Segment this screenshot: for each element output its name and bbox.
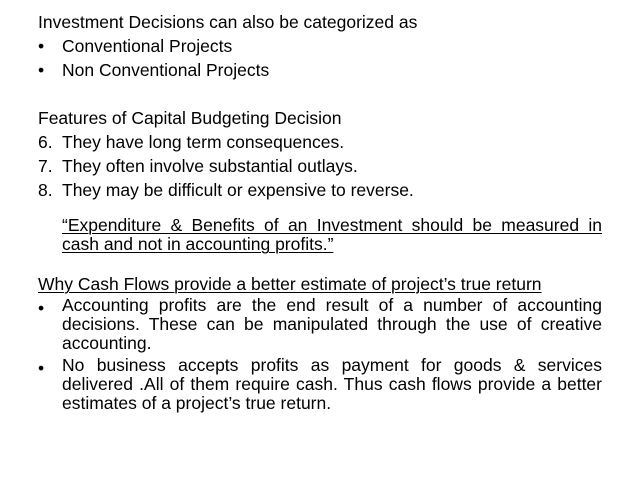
item-text: They often involve substantial outlays. bbox=[62, 156, 358, 176]
bullet-text: Conventional Projects bbox=[62, 36, 233, 56]
item-number: 8. bbox=[38, 180, 53, 200]
item-number: 7. bbox=[38, 156, 53, 176]
quote-block bbox=[38, 216, 602, 254]
bullet-item-non-conventional bbox=[38, 58, 602, 82]
spacer bbox=[38, 82, 602, 106]
section-heading-features: Features of Capital Budgeting Decision bbox=[38, 108, 342, 128]
bullet-marker: • bbox=[38, 298, 45, 318]
bullet-marker: • bbox=[38, 36, 45, 56]
quote-text: “Expenditure & Benefits of an Investment should be measured in cash and not in accounting profits.” bbox=[62, 215, 602, 254]
numbered-item-8 bbox=[38, 178, 602, 202]
bullet-marker: • bbox=[38, 358, 45, 378]
item-text: They have long term consequences. bbox=[62, 132, 345, 152]
bullet-item-conventional bbox=[38, 34, 602, 58]
item-text: They may be difficult or expensive to reverse. bbox=[62, 180, 414, 200]
item-number: 6. bbox=[38, 132, 53, 152]
bullet-item-no-business bbox=[38, 356, 602, 413]
slide-content bbox=[38, 10, 602, 413]
bullet-text: No business accepts profits as payment for goods & services delivered .All of them require cash. Thus cash flows provide a better estimates of a project’s true return. bbox=[62, 355, 602, 413]
bullet-marker: • bbox=[38, 60, 45, 80]
spacer bbox=[38, 254, 602, 272]
numbered-item-7 bbox=[38, 154, 602, 178]
bullet-text: Non Conventional Projects bbox=[62, 60, 270, 80]
bullet-item-accounting-profits bbox=[38, 296, 602, 353]
numbered-item-6 bbox=[38, 130, 602, 154]
section-heading-categories: Investment Decisions can also be categorized as bbox=[38, 12, 418, 32]
section-heading-cash-flows: Why Cash Flows provide a better estimate of project’s true return bbox=[38, 274, 542, 294]
bullet-text: Accounting profits are the end result of a number of accounting decisions. These can be manipulated through the use of creative accounting. bbox=[62, 295, 602, 353]
